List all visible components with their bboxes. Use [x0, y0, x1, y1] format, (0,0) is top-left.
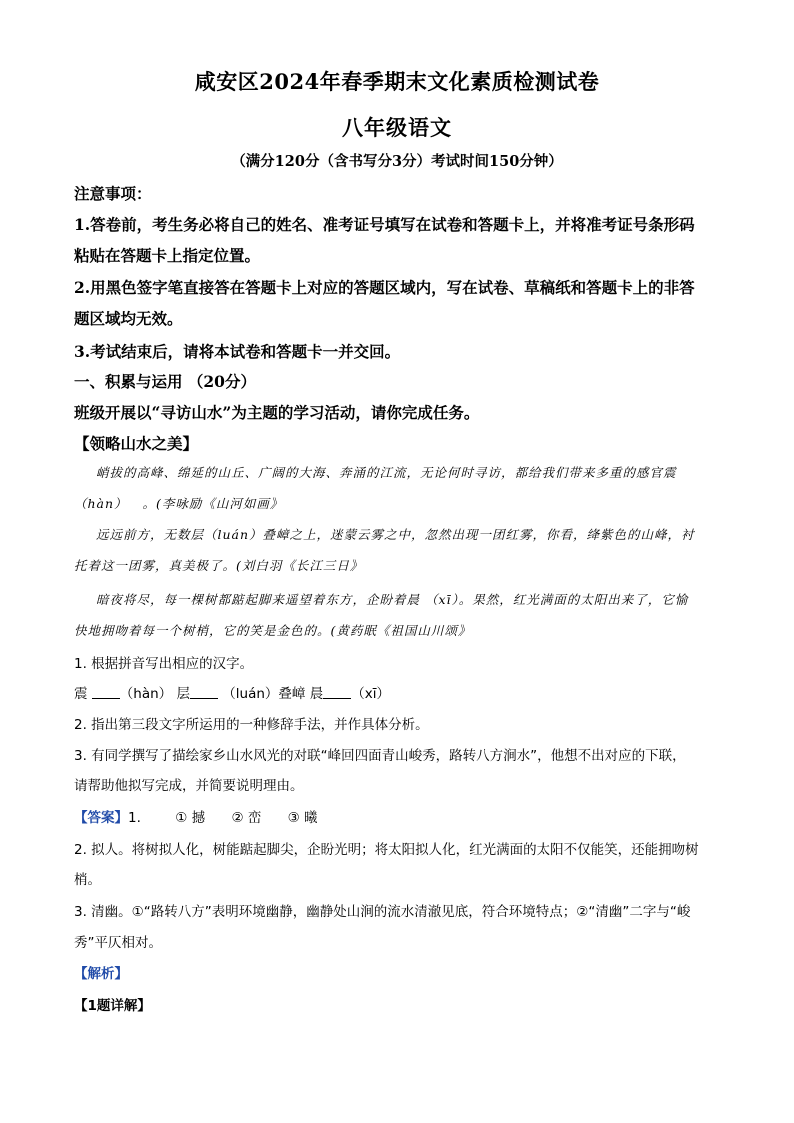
question-1-blanks	[74, 682, 724, 702]
notice-item-2-line-1: 2.用黑色签字笔直接答在答题卡上对应的答题区域内，写在试卷、草稿纸和答题卡上的非答	[74, 278, 695, 297]
exam-subtitle: 八年级语文	[342, 115, 452, 140]
question-1: 1. 根据拼音写出相应的汉字。	[74, 656, 254, 672]
section-intro: 班级开展以“寻访山水”为主题的学习活动，请你完成任务。	[74, 403, 480, 422]
passage-1-line-1: 峭拔的高峰、绵延的山丘、广阔的大海、奔涌的江流，无论何时寻访，都给我们带来多重的感官震	[96, 465, 677, 480]
pinyin-han: （hàn）	[74, 496, 128, 511]
analysis-detail: 【1题详解】	[74, 998, 151, 1014]
answer-item-1: ① 撼	[175, 810, 206, 826]
exam-title: 咸安区2024年春季期末文化素质检测试卷	[194, 69, 600, 94]
blank-3-suffix: （xī）	[351, 686, 390, 702]
answer-item-3: ③ 曦	[287, 810, 318, 826]
answer-line-1	[74, 806, 724, 826]
question-3-line-2: 请帮助他拟写完成，并简要说明理由。	[74, 778, 304, 794]
answer-3-line-2: 秀”平仄相对。	[74, 935, 162, 951]
source-1: 。(李咏励《山河如画》	[142, 496, 284, 511]
answer-3-line-1: 3. 清幽。①“路转八方”表明环境幽静，幽静处山涧的流水清澈见底，符合环境特点；②“清幽”二字与“峻	[74, 904, 691, 920]
answer-item-2: ② 峦	[231, 810, 262, 826]
notice-item-2-line-2: 题区域均无效。	[74, 309, 183, 328]
question-2: 2. 指出第三段文字所运用的一种修辞手法，并作具体分析。	[74, 717, 429, 733]
blank-1-prefix: 震	[74, 686, 88, 702]
answer-2-line-1: 2. 拟人。将树拟人化，树能踮起脚尖，企盼光明；将太阳拟人化，红光满面的太阳不仅能笑，还能拥吻树	[74, 842, 699, 858]
answer-lead: 1.	[128, 810, 141, 826]
passage-3-line-1: 暗夜将尽，每一棵树都踮起脚来遥望着东方，企盼着晨 （xī）。果然，红光满面的太阳出来了，它愉	[96, 592, 689, 607]
analysis-label: 【解析】	[74, 966, 128, 982]
notice-heading: 注意事项：	[74, 184, 152, 203]
passage-2-line-2: 托着这一团雾，真美极了。(刘白羽《长江三日》	[74, 558, 364, 573]
notice-item-3: 3.考试结束后，请将本试卷和答题卡一并交回。	[74, 342, 401, 361]
blank-3-prefix: （luán）叠嶂 晨	[222, 686, 324, 702]
blank-2-prefix: （hàn） 层	[119, 686, 190, 702]
section-heading: 一、积累与运用 （20分）	[74, 372, 256, 391]
notice-item-1-line-1: 1.答卷前，考生务必将自己的姓名、准考证号填写在试卷和答题卡上，并将准考证号条形码	[74, 215, 695, 234]
answer-label: 【答案】	[74, 810, 128, 826]
passage-1-line-2	[74, 494, 724, 512]
blank-3[interactable]	[323, 686, 351, 699]
passage-2-line-1: 远远前方，无数层（luán）叠嶂之上，迷蒙云雾之中，忽然出现一团红雾，你看，绛紫色的山峰，衬	[96, 527, 695, 542]
section-subheading: 【领略山水之美】	[74, 434, 199, 453]
answer-2-line-2: 梢。	[74, 872, 101, 888]
blank-1[interactable]	[92, 686, 120, 699]
exam-info: （满分120分（含书写分3分）考试时间150分钟）	[231, 153, 563, 170]
question-3-line-1: 3. 有同学撰写了描绘家乡山水风光的对联“峰回四面青山峻秀，路转八方涧水”，他想不出对应的下联，	[74, 748, 686, 764]
notice-item-1-line-2: 粘贴在答题卡上指定位置。	[74, 246, 261, 265]
blank-2[interactable]	[190, 686, 218, 699]
passage-3-line-2: 快地拥吻着每一个树梢，它的笑是金色的。(黄药眠《祖国山川颂》	[74, 623, 472, 638]
